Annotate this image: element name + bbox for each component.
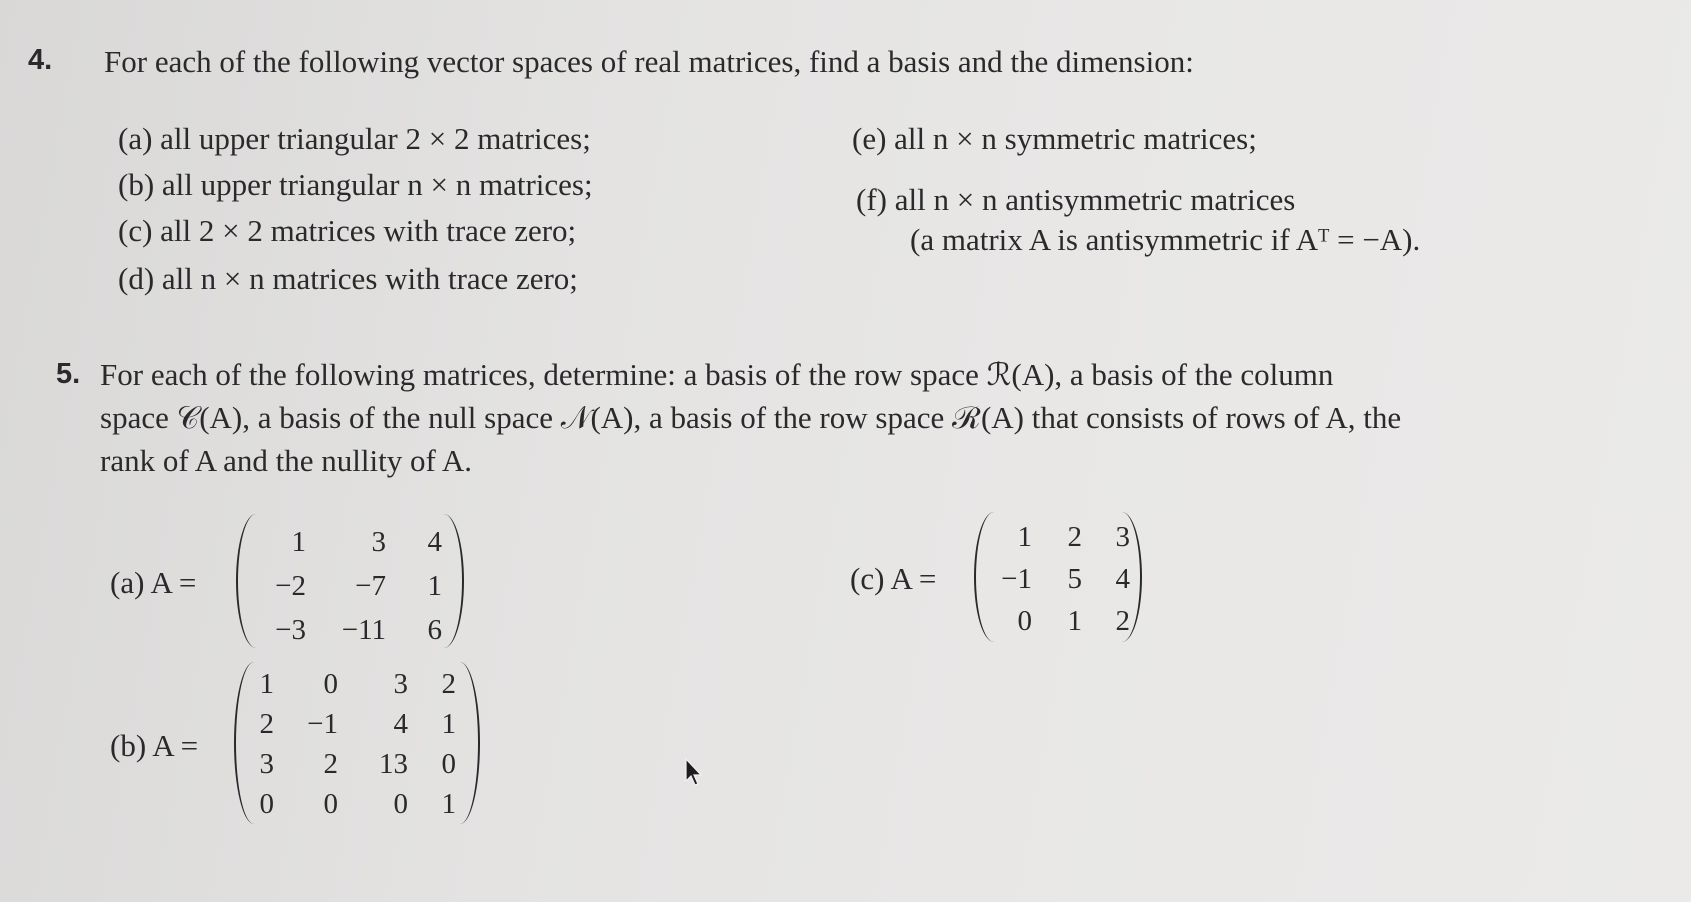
problem-4-number: 4. [28, 44, 53, 76]
problem-4-item-a [118, 121, 591, 157]
problem-4-item-f-continuation: (a matrix A is antisymmetric if Aᵀ = −A). [910, 222, 1421, 257]
matrix-cell: 13 [379, 747, 408, 780]
matrix-cell: 4 [393, 707, 408, 740]
item-label: (f) [856, 182, 887, 217]
item-label: (a) [118, 121, 153, 156]
item-text: all 2 × 2 matrices with trace zero; [160, 213, 577, 248]
item-text: all upper triangular 2 × 2 matrices; [160, 121, 591, 156]
matrix-cell: 2 [1115, 604, 1130, 637]
matrix-lhs: A = [890, 561, 937, 596]
matrix-cell: 0 [259, 787, 274, 820]
matrix-cell: 3 [393, 667, 408, 700]
matrix-a-label [110, 565, 196, 601]
matrix-cell: 2 [441, 667, 456, 700]
problem-5-line-1: For each of the following matrices, determine: a basis of the row space ℛ(A), a basis of the column [100, 357, 1334, 392]
matrix-cell: 1 [259, 667, 274, 700]
item-label: (d) [118, 261, 155, 296]
matrix-c-entries [984, 516, 1130, 642]
matrix-b [234, 662, 480, 824]
matrix-cell: 4 [1115, 562, 1130, 595]
problem-4-text: For each of the following vector spaces of real matrices, find a basis and the dimension: [104, 44, 1194, 79]
item-text: all upper triangular n × n matrices; [161, 167, 593, 202]
matrix-cell: −2 [275, 569, 306, 602]
item-label: (b) [118, 167, 155, 202]
matrix-lhs: A = [150, 565, 197, 600]
matrix-b-entries [244, 664, 456, 824]
matrix-cell: 1 [1067, 604, 1082, 637]
matrix-cell: 1 [441, 787, 456, 820]
problem-5-line-2: space 𝒞(A), a basis of the null space 𝒩(A), a basis of the row space ℛ(A) that consists of rows of A, the [100, 400, 1402, 435]
matrix-cell: 6 [427, 613, 442, 646]
matrix-cell: 1 [1017, 520, 1032, 553]
problem-4-item-d [118, 261, 578, 297]
problem-4-item-f [856, 182, 1295, 218]
matrix-cell: 0 [1017, 604, 1032, 637]
problem-5-number: 5. [56, 358, 81, 390]
matrix-cell: 3 [1115, 520, 1130, 553]
matrix-cell: −7 [355, 569, 386, 602]
matrix-cell: −1 [1001, 562, 1032, 595]
matrix-cell: 4 [427, 525, 442, 558]
problem-4-item-e [852, 121, 1257, 157]
matrix-cell: 3 [371, 525, 386, 558]
matrix-cell: −11 [341, 613, 386, 646]
matrix-cell: 2 [1067, 520, 1082, 553]
item-label: (c) [118, 213, 153, 248]
item-label: (e) [852, 121, 887, 156]
problem-4-item-c [118, 213, 576, 249]
matrix-a-entries [250, 520, 442, 652]
matrix-label: (c) [850, 561, 885, 596]
matrix-cell: 5 [1067, 562, 1082, 595]
item-text: all n × n matrices with trace zero; [161, 261, 578, 296]
right-paren [444, 514, 464, 648]
matrix-cell: 1 [291, 525, 306, 558]
problem-4-item-b [118, 167, 593, 203]
matrix-cell: 3 [259, 747, 274, 780]
matrix-cell: 0 [323, 787, 338, 820]
matrix-a [236, 514, 464, 648]
matrix-cell: 1 [441, 707, 456, 740]
matrix-cell: −3 [275, 613, 306, 646]
right-paren [460, 662, 480, 824]
mouse-pointer-icon [684, 758, 706, 793]
matrix-lhs: A = [152, 728, 199, 763]
matrix-cell: 0 [441, 747, 456, 780]
matrix-cell: −1 [307, 707, 338, 740]
problem-5-line-3: rank of A and the nullity of A. [100, 443, 472, 478]
matrix-cell: 1 [427, 569, 442, 602]
matrix-cell: 2 [323, 747, 338, 780]
matrix-cell: 0 [393, 787, 408, 820]
matrix-label: (a) [110, 565, 145, 600]
matrix-cell: 0 [323, 667, 338, 700]
matrix-cell: 2 [259, 707, 274, 740]
matrix-label: (b) [110, 728, 147, 763]
item-text: all n × n antisymmetric matrices [894, 182, 1296, 217]
matrix-c-label [850, 561, 936, 597]
matrix-b-label [110, 728, 198, 764]
matrix-c [974, 512, 1142, 642]
item-text: all n × n symmetric matrices; [894, 121, 1257, 156]
